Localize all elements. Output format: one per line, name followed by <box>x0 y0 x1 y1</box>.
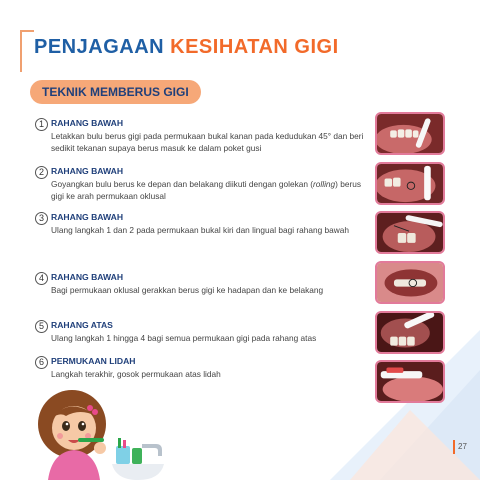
step-heading: RAHANG BAWAH <box>51 118 124 128</box>
step-3 <box>35 212 365 252</box>
step-heading: RAHANG BAWAH <box>51 212 124 222</box>
step-description <box>51 178 371 202</box>
title-part-1: PENJAGAAN <box>34 36 165 58</box>
page-number-marker <box>453 440 455 454</box>
page-title <box>34 36 339 59</box>
step-number: 4 <box>35 272 48 285</box>
step-3-photo <box>375 211 445 254</box>
step-5-photo <box>375 311 445 354</box>
step-number: 6 <box>35 356 48 369</box>
section-label: TEKNIK MEMBERUS GIGI <box>30 80 201 104</box>
girl-brushing-teeth-illustration <box>30 386 165 480</box>
title-bracket <box>20 30 34 72</box>
step-1 <box>35 118 365 158</box>
step-description: Ulang langkah 1 hingga 4 bagi semua permukaan gigi pada rahang atas <box>51 333 317 343</box>
step-description: Langkah terakhir, gosok permukaan atas lidah <box>51 369 221 379</box>
step-description: Letakkan bulu berus gigi pada permukaan bukal kanan pada kedudukan 45° dan beri sedikit tekanan supaya berus masuk ke dalam poket gusi <box>51 131 364 153</box>
step-number: 3 <box>35 212 48 225</box>
step-number: 2 <box>35 166 48 179</box>
step-heading: RAHANG BAWAH <box>51 272 124 282</box>
step-number: 5 <box>35 320 48 333</box>
step-2-photo <box>375 162 445 205</box>
title-part-2: KESIHATAN GIGI <box>170 36 339 58</box>
step-number: 1 <box>35 118 48 131</box>
step-heading: RAHANG ATAS <box>51 320 113 330</box>
step-2-desc-a: Goyangkan bulu berus ke depan dan belakang diikuti dengan golekan (rolling) berus gigi ke arah permukaan oklusal <box>51 179 361 201</box>
step-description: Bagi permukaan oklusal gerakkan berus gigi ke hadapan dan ke belakang <box>51 285 324 295</box>
step-6 <box>35 356 365 386</box>
step-4 <box>35 272 365 302</box>
step-heading: PERMUKAAN LIDAH <box>51 356 136 366</box>
step-6-photo <box>375 360 445 403</box>
step-5 <box>35 320 365 350</box>
step-description: Ulang langkah 1 dan 2 pada permukaan bukal kiri dan lingual bagi rahang bawah <box>51 225 349 235</box>
step-1-photo <box>375 112 445 155</box>
page-number: 27 <box>458 442 467 451</box>
step-heading: RAHANG BAWAH <box>51 166 124 176</box>
step-4-photo <box>375 261 445 304</box>
step-2 <box>35 166 365 206</box>
